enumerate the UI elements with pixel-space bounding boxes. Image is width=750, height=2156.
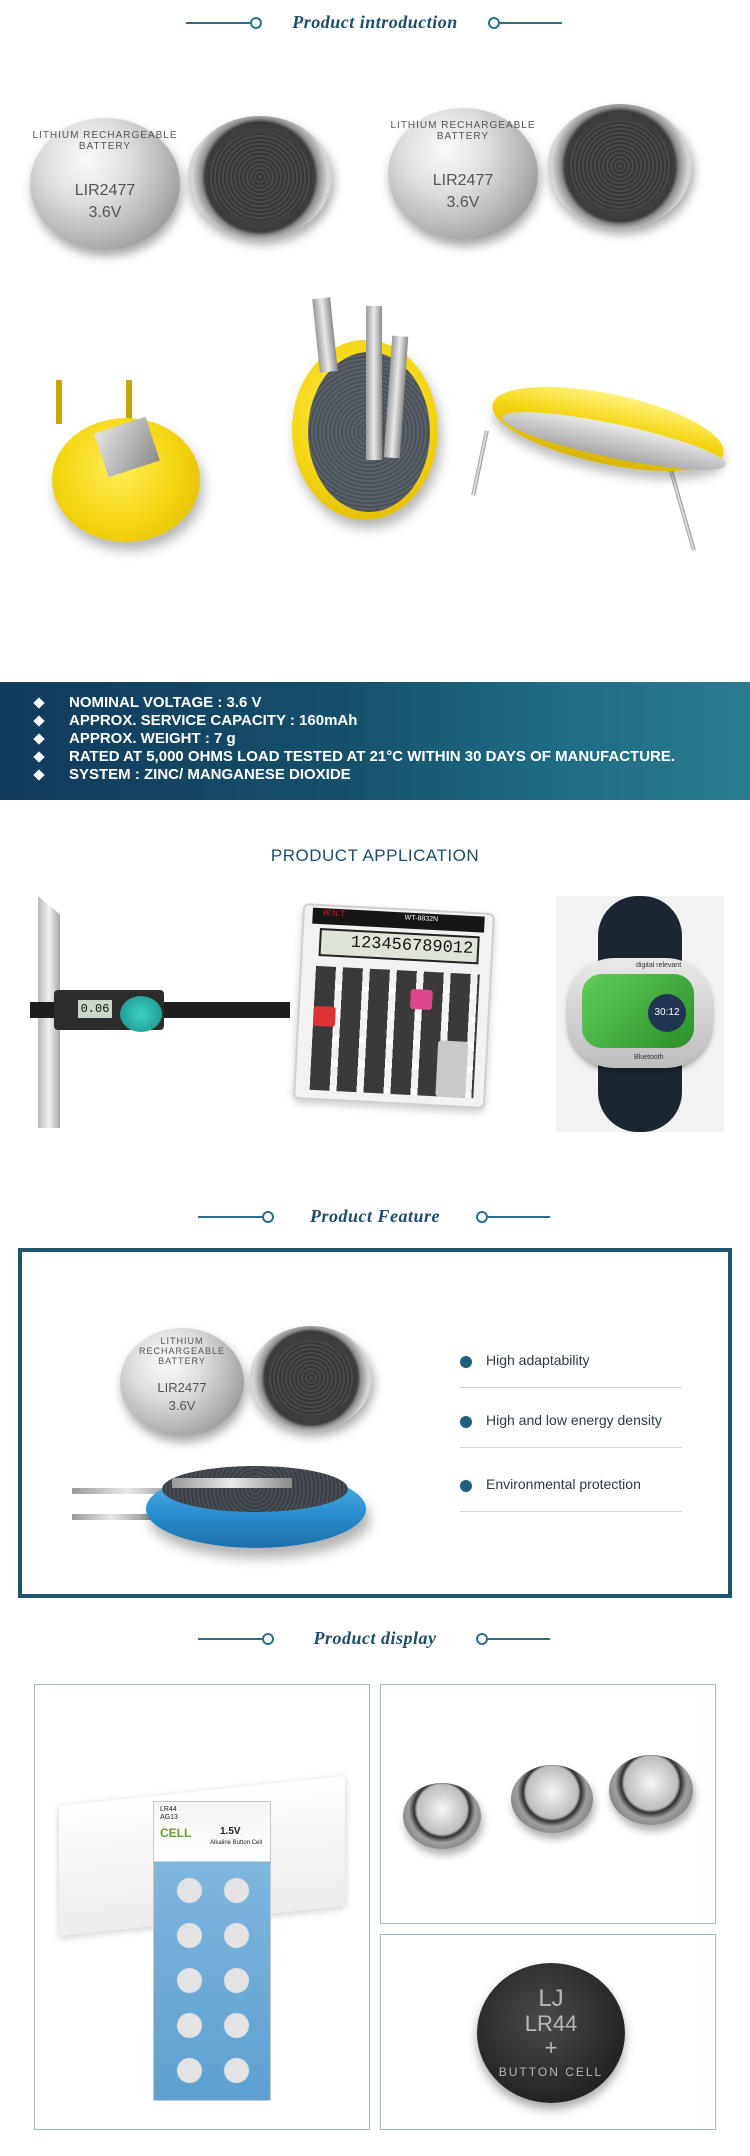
display-panel-lr44: [380, 1934, 716, 2130]
spec-list: [35, 694, 675, 784]
section-title-display: Product display: [313, 1628, 437, 1648]
spec-item: NOMINAL VOLTAGE : 3.6 V: [35, 694, 675, 712]
calculator-display: 123456789012: [319, 928, 480, 964]
section-title-application: PRODUCT APPLICATION: [270, 846, 480, 865]
feature-bullet-icon: [460, 1356, 472, 1368]
display-panel-three-cells: [380, 1684, 716, 1924]
display-panel-packaging: [34, 1684, 370, 2130]
watch-time: 30:12: [648, 994, 686, 1032]
button-cell-image: [403, 1783, 481, 1849]
coin-cell-front-image: LITHIUM RECHARGEABLE BATTERY LIR2477 3.6V: [388, 108, 538, 240]
calculator-brand: W.N.T: [322, 908, 346, 919]
feature-item: [460, 1408, 682, 1448]
spec-item: RATED AT 5,000 OHMS LOAD TESTED AT 21°C WITHIN 30 DAYS OF MANUFACTURE.: [35, 748, 675, 766]
coin-cell-back-image: [250, 1326, 372, 1430]
coin-cell-back-image: [188, 116, 332, 238]
feature-bullet-icon: [460, 1416, 472, 1428]
feature-panel: [18, 1248, 732, 1598]
coin-cell-front-image: LITHIUM RECHARGEABLE BATTERY LIR2477 3.6V: [120, 1328, 244, 1436]
section-title-feature: Product Feature: [309, 1206, 440, 1226]
spec-item: APPROX. WEIGHT : 7 g: [35, 730, 675, 748]
button-cell-image: [511, 1765, 593, 1833]
caliper-display: 0.06: [78, 1000, 112, 1018]
section-heading-display: [0, 1624, 750, 1654]
feature-bullet-icon: [460, 1480, 472, 1492]
section-title-introduction: Product introduction: [292, 12, 458, 32]
feature-item: [460, 1472, 682, 1512]
calculator-model: WT-8832N: [404, 914, 439, 924]
blister-card-image: LR44 AG13 CELL 1.5V Alkaline Button Cell: [153, 1801, 271, 2101]
lr44-cell-image: LJ LR44 + BUTTON CELL: [477, 1963, 625, 2103]
section-heading-introduction: [0, 8, 750, 38]
watch-bluetooth-label: Bluetooth: [634, 1054, 664, 1061]
watch-brand: digital relevant: [636, 962, 682, 969]
feature-label: High adaptability: [486, 1352, 590, 1368]
button-cell-image: [609, 1755, 693, 1825]
coin-cell-back-image: [548, 104, 692, 228]
coin-cell-front-image: LITHIUM RECHARGEABLE BATTERY LIR2477 3.6V: [30, 118, 180, 250]
spec-item: APPROX. SERVICE CAPACITY : 160mAh: [35, 712, 675, 730]
specs-band: [0, 682, 750, 800]
feature-label: Environmental protection: [486, 1476, 641, 1492]
spec-item: SYSTEM : ZINC/ MANGANESE DIOXIDE: [35, 766, 675, 784]
feature-label: High and low energy density: [486, 1412, 662, 1428]
section-heading-feature: [0, 1202, 750, 1232]
feature-item: [460, 1348, 682, 1388]
